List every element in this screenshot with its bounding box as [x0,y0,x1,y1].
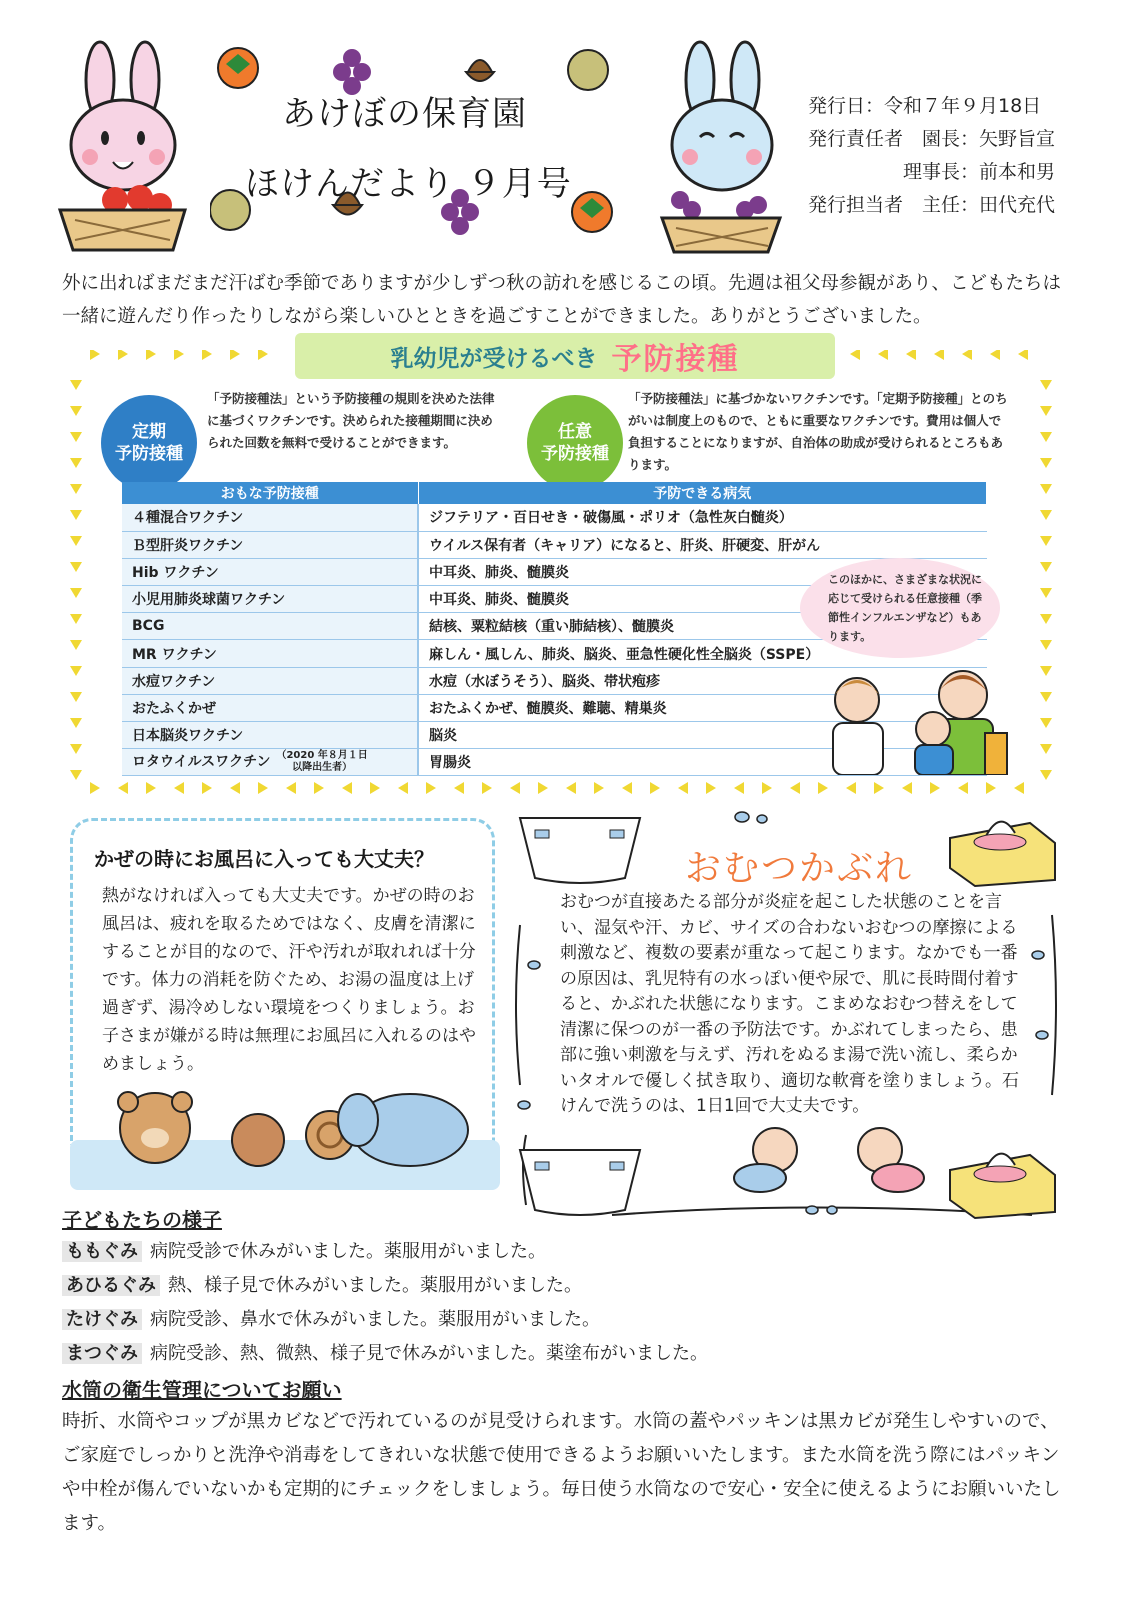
issue-line: 発行日：令和７年９月18日 [808,95,1042,117]
bath-title: かぜの時にお風呂に入っても大丈夫？ [94,847,434,871]
border-triangle [1040,510,1052,520]
optional-vaccination-text: 「予防接種法」に基づかないワクチンです。「定期予防接種」とのちがいは制度上のもので、ともに重要なワクチンです。費用は個人で負担することになりますが、自治体の助成が受けられるところもあります。 [628,391,1008,472]
border-triangle [762,782,772,794]
border-triangle [986,782,996,794]
blue-rabbit-illustration [650,40,790,255]
intro-paragraph: 外に出ればまだまだ汗ばむ季節でありますが少しずつ秋の訪れを感じるこの頃。先週は祖父母参観があり、こどもたちは一緒に遊んだり作ったりしながら楽しいひとときを過ごすことができました。ありがとうございました。 [62,273,1062,327]
rota-note-line: 以降出生者） [292,762,353,774]
regular-vaccination-badge [101,395,197,491]
bath-text: 熱がなければ入っても大丈夫です。かぜの時のお風呂は、疲れを取るためではなく、皮膚を清潔にすることが目的なので、汗や汚れが取れれば十分です。体力の消耗を防ぐため、お湯の温度は上げ過ぎず、湯冷めしない環境をつくりましょう。お子さまが嫌がる時は無理にお風呂に入れるのはやめましょう。 [102,886,476,1074]
vaccine-title-lead: 乳幼児が受けるべき [390,345,598,372]
border-triangle [370,782,380,794]
border-triangle [622,782,632,794]
border-triangle [706,782,716,794]
border-triangle [70,484,82,494]
diaper-illustration [515,808,645,888]
border-triangle [1040,536,1052,546]
vaccine-section-title [295,333,835,379]
speech-bubble-note: このほかに、さまざまな状況に応じて受けられる任意接種（季節性インフルエンザなど）もあります。 [800,558,1000,658]
class-status-row [62,1305,600,1331]
border-triangle [1040,432,1052,442]
class-status-row [62,1339,708,1365]
autumn-fruit-decorations [210,40,630,250]
border-triangle [314,782,324,794]
border-triangle [258,782,268,794]
class-name: あひるぐみ [62,1275,160,1296]
diaper-bottom-illustration [515,1140,645,1220]
diaper-text: おむつが直接あたる部分が炎症を起こした状態のことを言い、湿気や汗、カビ、サイズの合わないおむつの摩擦による刺激など、複数の要素が重なって起こります。なかでも一番の原因は、乳児特有の水っぽい便や尿で、肌に長時間付着すると、かぶれた状態になります。こまめなおむつ替えをして清潔に保つのが一番の予防法です。かぶれてしまったら、患部に強い刺激を与えず、汚れをぬるま湯で洗い流し、柔らかいタオルで優しく拭き取り、適切な軟膏を塗りましょう。石けんで洗うのは、1日1回で大丈夫です。 [560,892,1019,1116]
issue-line: 発行責任者 園長：矢野旨宣 [808,128,1056,150]
disease-list: 脳炎 [418,722,987,749]
table-header: 予防できる病気 [418,482,987,504]
border-triangle [1040,458,1052,468]
border-triangle [70,588,82,598]
border-triangle [818,782,828,794]
vaccine-name: Ｂ型肝炎ワクチン [122,531,418,558]
border-triangle [1040,770,1052,780]
disease-list: 麻しん・風しん、肺炎、脳炎、亜急性硬化性全脳炎（SSPE） [418,640,987,667]
regular-vaccination-text: 「予防接種法」という予防接種の規則を決めた法律に基づくワクチンです。決められた接種期間に決められた回数を無料で受けることができます。 [207,391,495,450]
border-triangle [1040,406,1052,416]
tissue-box-bottom-illustration [945,1140,1060,1220]
vaccine-name: MR ワクチン [122,640,418,667]
water-bottle-heading: 水筒の衛生管理についてお願い [62,1378,342,1402]
border-triangle [70,692,82,702]
table-row [122,531,987,558]
border-triangle [510,782,520,794]
border-triangle [790,782,800,794]
border-triangle [230,782,240,794]
optional-vaccination-badge [527,395,623,491]
issue-line: 理事長：前本和男 [808,161,1056,183]
border-triangle [70,562,82,572]
border-triangle [1040,562,1052,572]
vaccine-name-cell [122,749,418,776]
border-triangle [1040,744,1052,754]
border-triangle [678,782,688,794]
border-triangle [990,350,1000,360]
border-triangle [70,432,82,442]
vaccine-name: 小児用肺炎球菌ワクチン [122,586,418,613]
border-triangle [70,666,82,676]
border-triangle [1018,350,1028,360]
border-triangle [70,458,82,468]
disease-list: ジフテリア・百日せき・破傷風・ポリオ（急性灰白髄炎） [418,504,987,531]
vaccine-name: ４種混合ワクチン [122,504,418,531]
border-triangle [958,782,968,794]
nursery-name: あけぼの保育園 [282,94,527,134]
border-triangle [70,640,82,650]
water-bottle-text: 時折、水筒やコップが黒カビなどで汚れているのが見受けられます。水筒の蓋やパッキンは黒カビが発生しやすいので、ご家庭でしっかりと洗浄や消毒をしてきれいな状態で使用できるようお願いいたします。また水筒を洗う際にはパッキンや中栓が傷んでいないかも定期的にチェックをしましょう。毎日使う水筒なので安心・安全に使えるようにお願いいたします。 [62,1411,1061,1534]
rota-note-line: （2020 年８月１日 [276,750,368,762]
border-triangle [566,782,576,794]
disease-list: 水痘（水ぼうそう）、脳炎、帯状疱疹 [418,667,987,694]
badge-label: 予防接種 [541,444,609,464]
border-triangle [906,350,916,360]
class-status-row [62,1237,546,1263]
border-triangle [70,718,82,728]
border-triangle [70,744,82,754]
border-triangle [174,782,184,794]
border-triangle [90,350,100,360]
border-triangle [70,536,82,546]
badge-label: 任意 [558,422,592,442]
border-triangle [118,350,128,360]
border-triangle [286,782,296,794]
vaccine-name: おたふくかぜ [122,694,418,721]
pink-rabbit-illustration [45,40,195,255]
class-name: ももぐみ [62,1241,142,1262]
border-triangle [1040,588,1052,598]
issue-info [808,90,1055,222]
class-name: まつぐみ [62,1343,142,1364]
border-triangle [1040,380,1052,390]
disease-list: 中耳炎、肺炎、髄膜炎 [418,586,987,613]
border-triangle [962,350,972,360]
border-triangle [930,782,940,794]
border-triangle [934,350,944,360]
diaper-title: おむつかぶれ [685,848,914,889]
border-triangle [70,406,82,416]
border-triangle [1040,666,1052,676]
border-triangle [874,782,884,794]
border-triangle [342,782,352,794]
border-triangle [70,510,82,520]
border-triangle [398,782,408,794]
border-triangle [1040,718,1052,728]
border-triangle [650,782,660,794]
issue-line: 発行担当者 主任：田代充代 [808,194,1056,216]
border-triangle [70,380,82,390]
vaccine-name: Hib ワクチン [122,558,418,585]
border-triangle [846,782,856,794]
border-triangle [90,782,100,794]
border-triangle [230,350,240,360]
newsletter-title: ほけんだより ９月号 [245,164,572,204]
border-triangle [146,782,156,794]
border-triangle [70,614,82,624]
rota-note [276,750,367,774]
border-triangle [902,782,912,794]
class-status: 病院受診で休みがいました。薬服用がいました。 [150,1241,546,1262]
border-triangle [258,350,268,360]
badge-label: 予防接種 [115,444,183,464]
badge-label: 定期 [132,422,166,442]
table-header: おもな予防接種 [122,482,418,504]
border-triangle [426,782,436,794]
children-status-heading: 子どもたちの様子 [62,1208,222,1232]
border-triangle [70,770,82,780]
vaccine-name: 水痘ワクチン [122,667,418,694]
border-triangle [538,782,548,794]
crawling-babies-illustration [730,1120,930,1195]
border-triangle [454,782,464,794]
vaccine-name: ロタウイルスワクチン [132,754,271,771]
disease-list: ウイルス保有者（キャリア）になると、肝炎、肝硬変、肝がん [418,531,987,558]
doctor-and-child-illustration [815,655,1010,775]
disease-list: おたふくかぜ、髄膜炎、難聴、精巣炎 [418,694,987,721]
border-triangle [202,350,212,360]
class-status-row [62,1271,582,1297]
border-triangle [1040,640,1052,650]
border-triangle [1040,614,1052,624]
class-status: 病院受診、熱、微熱、様子見で休みがいました。薬塗布がいました。 [150,1343,708,1364]
border-triangle [482,782,492,794]
border-triangle [878,350,888,360]
border-triangle [594,782,604,794]
border-triangle [146,350,156,360]
disease-list: 中耳炎、肺炎、髄膜炎 [418,558,987,585]
border-triangle [1040,484,1052,494]
vaccine-name: BCG [122,613,418,640]
vaccine-name: 日本脳炎ワクチン [122,722,418,749]
class-status: 熱、様子見で休みがいました。薬服用がいました。 [168,1275,582,1296]
tissue-box-illustration [945,808,1060,888]
border-triangle [118,782,128,794]
disease-list: 結核、粟粒結核（重い肺結核）、髄膜炎 [418,613,987,640]
table-row [122,504,987,531]
class-status: 病院受診、鼻水で休みがいました。薬服用がいました。 [150,1309,600,1330]
class-name: たけぐみ [62,1309,142,1330]
bathing-animals-illustration [100,1090,480,1170]
border-triangle [202,782,212,794]
border-triangle [734,782,744,794]
border-triangle [174,350,184,360]
border-triangle [1040,692,1052,702]
disease-list: 胃腸炎 [418,749,987,776]
vaccine-title-main: 予防接種 [611,342,740,377]
border-triangle [850,350,860,360]
border-triangle [1014,782,1024,794]
